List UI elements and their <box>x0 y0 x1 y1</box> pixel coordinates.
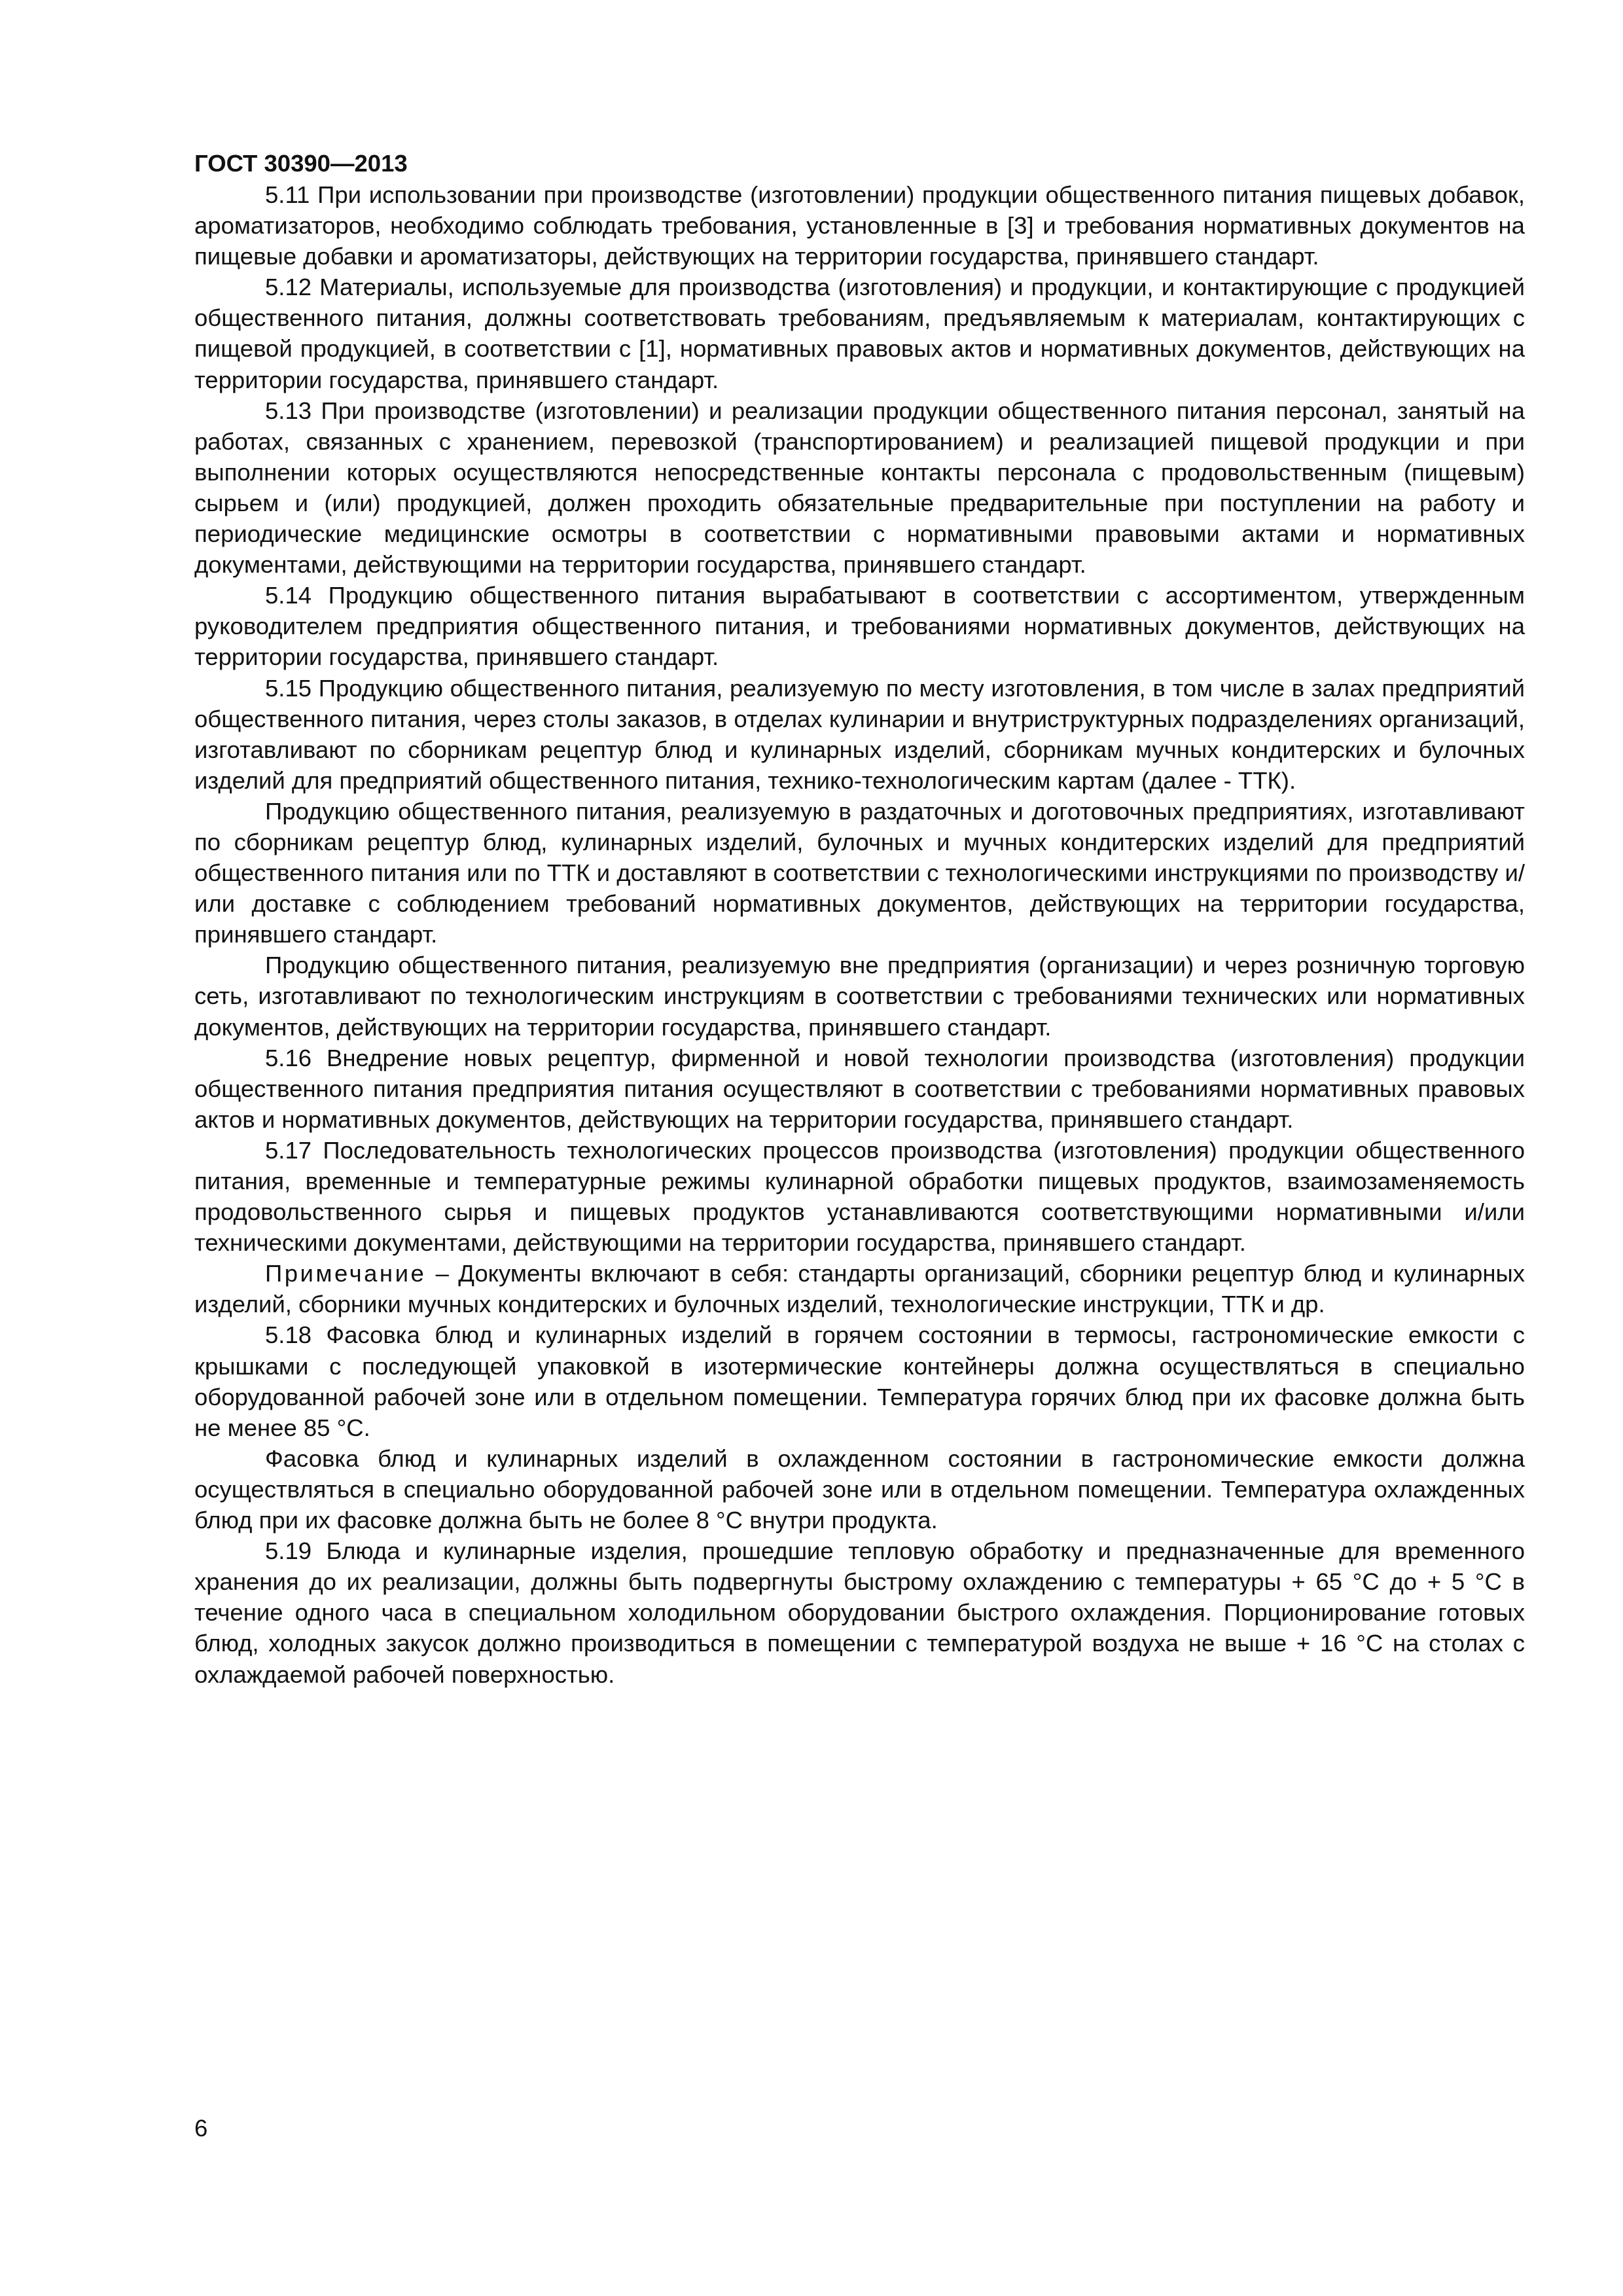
note-label: Примечание <box>265 1260 427 1287</box>
paragraph-5-15-distribution: Продукцию общественного питания, реализуемую в раздаточных и доготовочных предприятиях, изготавливают по сборникам рецептур блюд, кулинарных изделий, булочных и мучных кондитерских изделий для предприятий общественного питания или по ТТК и доставляют в соответствии с технологическими инструкциями по производству и/или доставке с соблюдением требований нормативных документов, действующих на территории государства, принявшего стандарт. <box>194 797 1525 948</box>
paragraph-5-19: 5.19 Блюда и кулинарные изделия, прошедшие тепловую обработку и предназначенные для временного хранения до их реализации, должны быть подвергнуты быстрому охлаждению с температуры + 65 °С до + 5 °С в течение одного часа в специальном холодильном оборудовании быстрого охлаждения. Порционирование готовых блюд, холодных закусок должно производиться в помещении с температурой воздуха не выше + 16 °С на столах с охлаждаемой рабочей поверхностью. <box>194 1537 1525 1688</box>
document-header: ГОСТ 30390—2013 <box>194 150 408 177</box>
paragraph-5-15-retail: Продукцию общественного питания, реализуемую вне предприятия (организации) и через розничную торговую сеть, изготавливают по технологическим инструкциям в соответствии с требованиями технических или нормативных документов, действующих на территории государства, принявшего стандарт. <box>194 952 1525 1041</box>
page-number: 6 <box>194 2115 208 2142</box>
note-text: – Документы включают в себя: стандарты организаций, сборники рецептур блюд и кулинарных изделий, сборники мучных кондитерских и булочных изделий, технологические инструкции, ТТК и др. <box>194 1260 1525 1318</box>
paragraph-5-15: 5.15 Продукцию общественного питания, реализуемую по месту изготовления, в том числе в залах предприятий общественного питания, через столы заказов, в отделах кулинарии и внутриструктурных подразделениях организаций, изготавливают по сборникам рецептур блюд и кулинарных изделий, сборникам мучных кондитерских и булочных изделий для предприятий общественного питания, технико-технологическим картам (далее - ТТК). <box>194 674 1525 794</box>
paragraph-5-18: 5.18 Фасовка блюд и кулинарных изделий в горячем состоянии в термосы, гастрономические емкости с крышками с последующей упаковкой в изотермические контейнеры должна осуществляться в специально оборудованной рабочей зоне или в отдельном помещении. Температура горячих блюд при их фасовке должна быть не менее 85 °С. <box>194 1321 1525 1441</box>
document-page <box>194 148 1525 1690</box>
paragraph-5-11: 5.11 При использовании при производстве (изготовлении) продукции общественного питания пищевых добавок, ароматизаторов, необходимо соблюдать требования, установленные в [3] и требования нормативных документов на пищевые добавки и ароматизаторы, действующих на территории государства, принявшего стандарт. <box>194 181 1525 270</box>
note-paragraph <box>194 1258 1525 1319</box>
paragraph-5-18-chilled: Фасовка блюд и кулинарных изделий в охлажденном состоянии в гастрономические емкости должна осуществляться в специально оборудованной рабочей зоне или в отдельном помещении. Температура охлажденных блюд при их фасовке должна быть не более 8 °С внутри продукта. <box>194 1444 1525 1534</box>
paragraph-5-12: 5.12 Материалы, используемые для производства (изготовления) и продукции, и контактирующие с продукцией общественного питания, должны соответствовать требованиям, предъявляемым к материалам, контактирующих с пищевой продукцией, в соответствии с [1], нормативных правовых актов и нормативных документов, действующих на территории государства, принявшего стандарт. <box>194 274 1525 393</box>
paragraph-5-14: 5.14 Продукцию общественного питания вырабатывают в соответствии с ассортиментом, утвержденным руководителем предприятия общественного питания, и требованиями нормативных документов, действующих на территории государства, принявшего стандарт. <box>194 582 1525 671</box>
paragraph-5-13: 5.13 При производстве (изготовлении) и реализации продукции общественного питания персонал, занятый на работах, связанных с хранением, перевозкой (транспортированием) и реализацией пищевой продукции и при выполнении которых осуществляются непосредственные контакты персонала с продовольственным (пищевым) сырьем и (или) продукцией, должен проходить обязательные предварительные при поступлении на работу и периодические медицинские осмотры в соответствии с нормативными правовыми актами и нормативных документами, действующими на территории государства, принявшего стандарт. <box>194 397 1525 579</box>
paragraph-5-17: 5.17 Последовательность технологических процессов производства (изготовления) продукции общественного питания, временные и температурные режимы кулинарной обработки пищевых продуктов, взаимозаменяемость продовольственного сырья и пищевых продуктов устанавливаются соответствующими нормативными и/или техническими документами, действующими на территории государства, принявшего стандарт. <box>194 1136 1525 1257</box>
paragraph-5-16: 5.16 Внедрение новых рецептур, фирменной и новой технологии производства (изготовления) продукции общественного питания предприятия питания осуществляют в соответствии с требованиями нормативных правовых актов и нормативных документов, действующих на территории государства, принявшего стандарт. <box>194 1044 1525 1133</box>
